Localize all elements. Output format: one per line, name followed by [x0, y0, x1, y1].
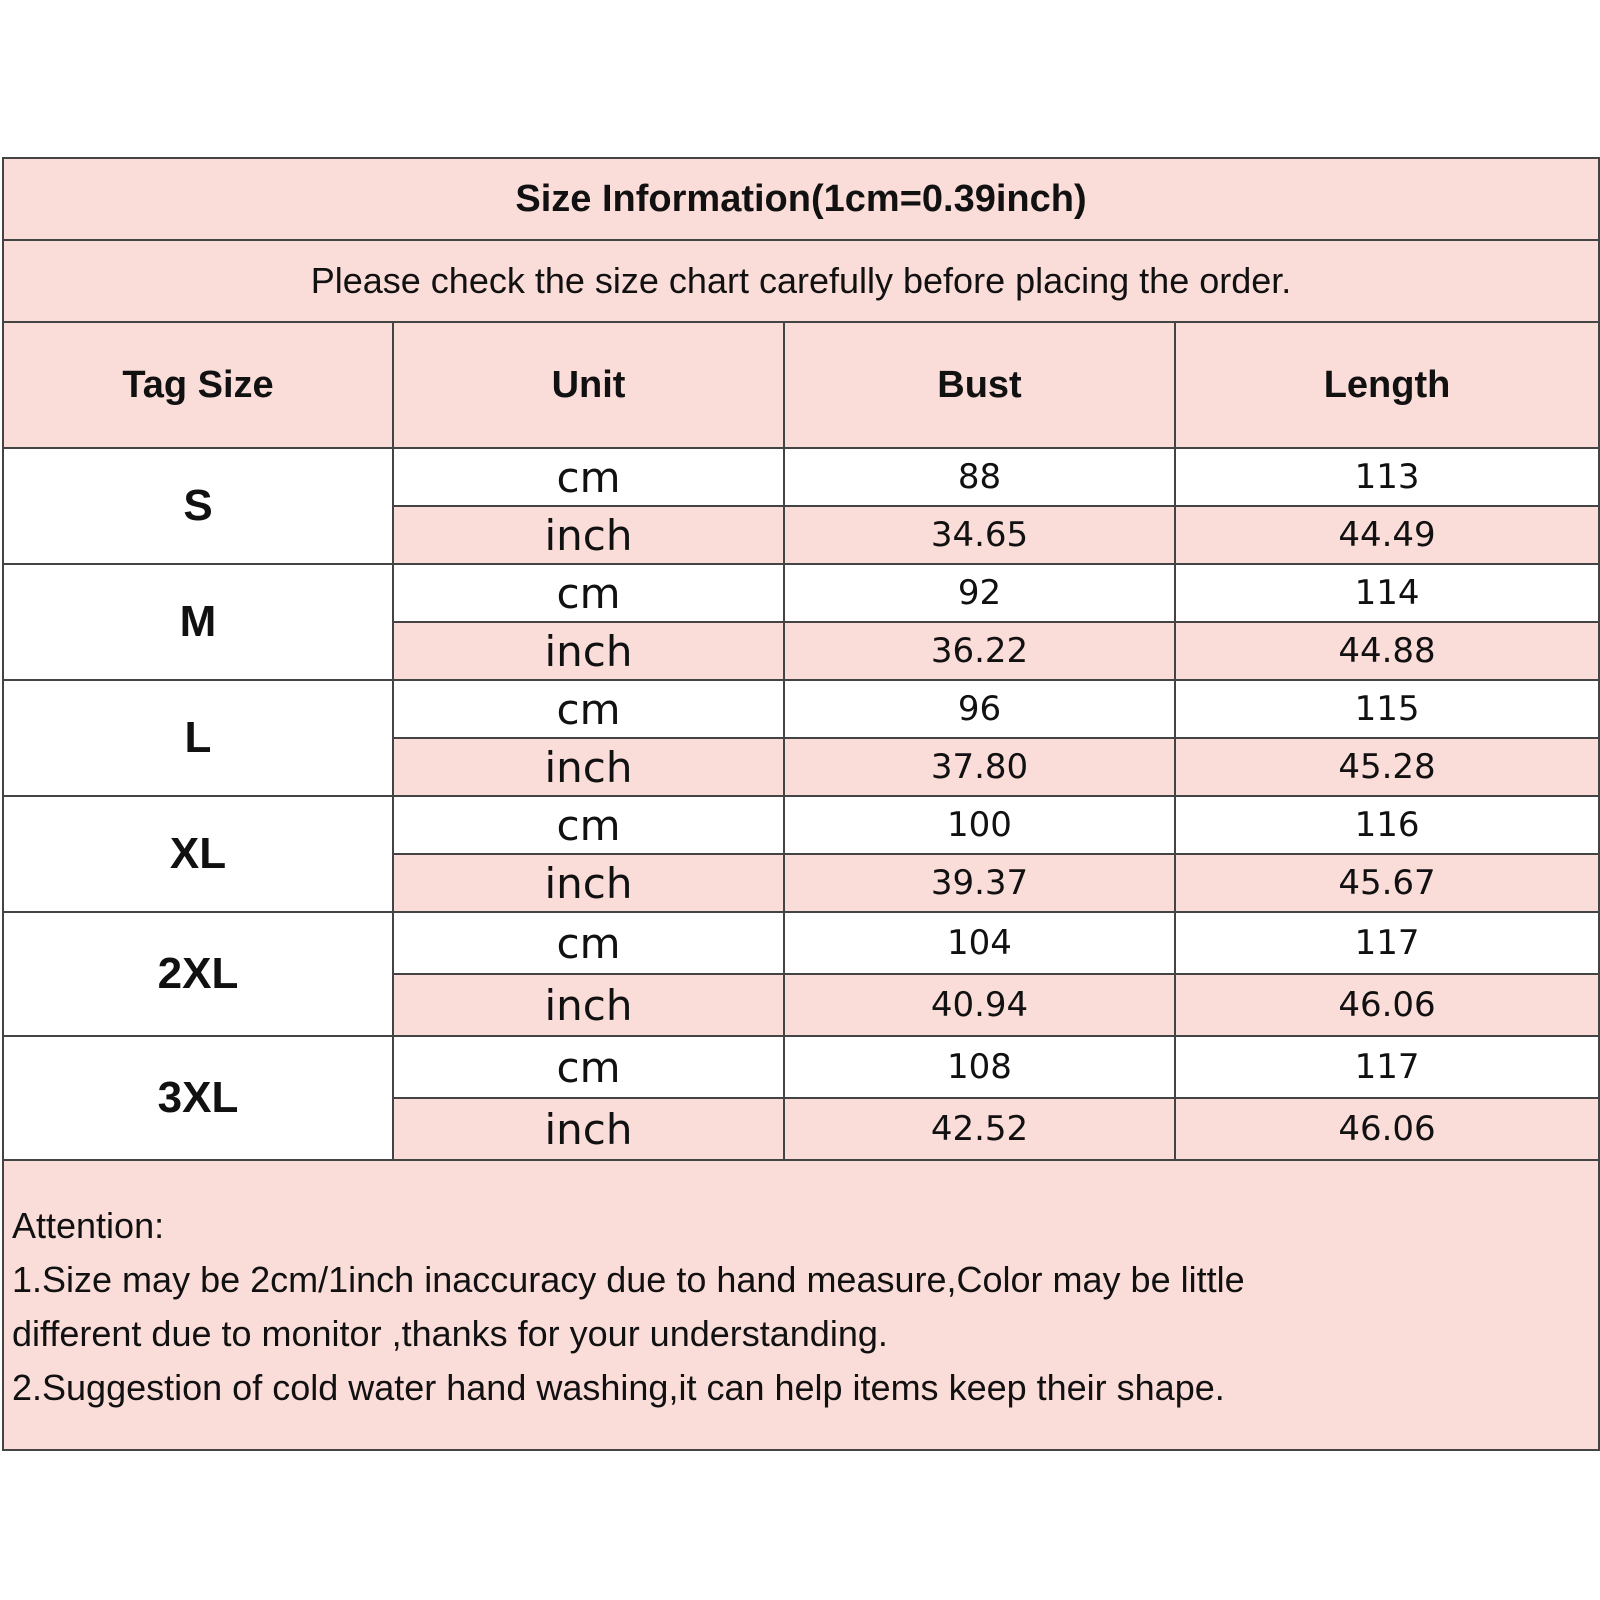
bust-cell: 39.37 [784, 854, 1175, 912]
header-length: Length [1175, 322, 1599, 448]
length-cell: 117 [1175, 912, 1599, 974]
notes-row [3, 1160, 1599, 1450]
length-cell: 113 [1175, 448, 1599, 506]
unit-cell: cm [393, 448, 784, 506]
note-line: 2.Suggestion of cold water hand washing,it can help items keep their shape. [12, 1367, 1225, 1408]
header-unit: Unit [393, 322, 784, 448]
tag-size-cell: S [3, 448, 393, 564]
title-row [3, 158, 1599, 240]
length-cell: 45.28 [1175, 738, 1599, 796]
table-row [3, 564, 1599, 622]
tag-size-cell: L [3, 680, 393, 796]
tag-size-cell: XL [3, 796, 393, 912]
table-row [3, 912, 1599, 974]
length-cell: 117 [1175, 1036, 1599, 1098]
bust-cell: 40.94 [784, 974, 1175, 1036]
table-row [3, 448, 1599, 506]
unit-cell: cm [393, 1036, 784, 1098]
bust-cell: 100 [784, 796, 1175, 854]
bust-cell: 88 [784, 448, 1175, 506]
unit-cell: cm [393, 564, 784, 622]
unit-cell: cm [393, 680, 784, 738]
bust-cell: 37.80 [784, 738, 1175, 796]
length-cell: 44.88 [1175, 622, 1599, 680]
subtitle-row [3, 240, 1599, 322]
table-title: Size Information(1cm=0.39inch) [3, 158, 1599, 240]
bust-cell: 104 [784, 912, 1175, 974]
bust-cell: 108 [784, 1036, 1175, 1098]
note-line: 1.Size may be 2cm/1inch inaccuracy due to hand measure,Color may be little [12, 1259, 1245, 1300]
table-row [3, 680, 1599, 738]
attention-heading: Attention: [12, 1205, 165, 1246]
attention-notes [3, 1160, 1599, 1450]
unit-cell: cm [393, 796, 784, 854]
bust-cell: 96 [784, 680, 1175, 738]
unit-cell: inch [393, 738, 784, 796]
bust-cell: 92 [784, 564, 1175, 622]
tag-size-cell: 2XL [3, 912, 393, 1036]
unit-cell: inch [393, 506, 784, 564]
table-subtitle: Please check the size chart carefully before placing the order. [3, 240, 1599, 322]
unit-cell: inch [393, 1098, 784, 1160]
bust-cell: 36.22 [784, 622, 1175, 680]
length-cell: 45.67 [1175, 854, 1599, 912]
length-cell: 44.49 [1175, 506, 1599, 564]
header-tag-size: Tag Size [3, 322, 393, 448]
unit-cell: inch [393, 974, 784, 1036]
bust-cell: 34.65 [784, 506, 1175, 564]
tag-size-cell: M [3, 564, 393, 680]
length-cell: 114 [1175, 564, 1599, 622]
note-line: different due to monitor ,thanks for your understanding. [12, 1313, 888, 1354]
unit-cell: cm [393, 912, 784, 974]
table-row [3, 796, 1599, 854]
header-bust: Bust [784, 322, 1175, 448]
bust-cell: 42.52 [784, 1098, 1175, 1160]
unit-cell: inch [393, 622, 784, 680]
length-cell: 116 [1175, 796, 1599, 854]
length-cell: 46.06 [1175, 1098, 1599, 1160]
size-chart-table [2, 157, 1600, 1451]
length-cell: 115 [1175, 680, 1599, 738]
table-row [3, 1036, 1599, 1098]
tag-size-cell: 3XL [3, 1036, 393, 1160]
unit-cell: inch [393, 854, 784, 912]
header-row [3, 322, 1599, 448]
length-cell: 46.06 [1175, 974, 1599, 1036]
